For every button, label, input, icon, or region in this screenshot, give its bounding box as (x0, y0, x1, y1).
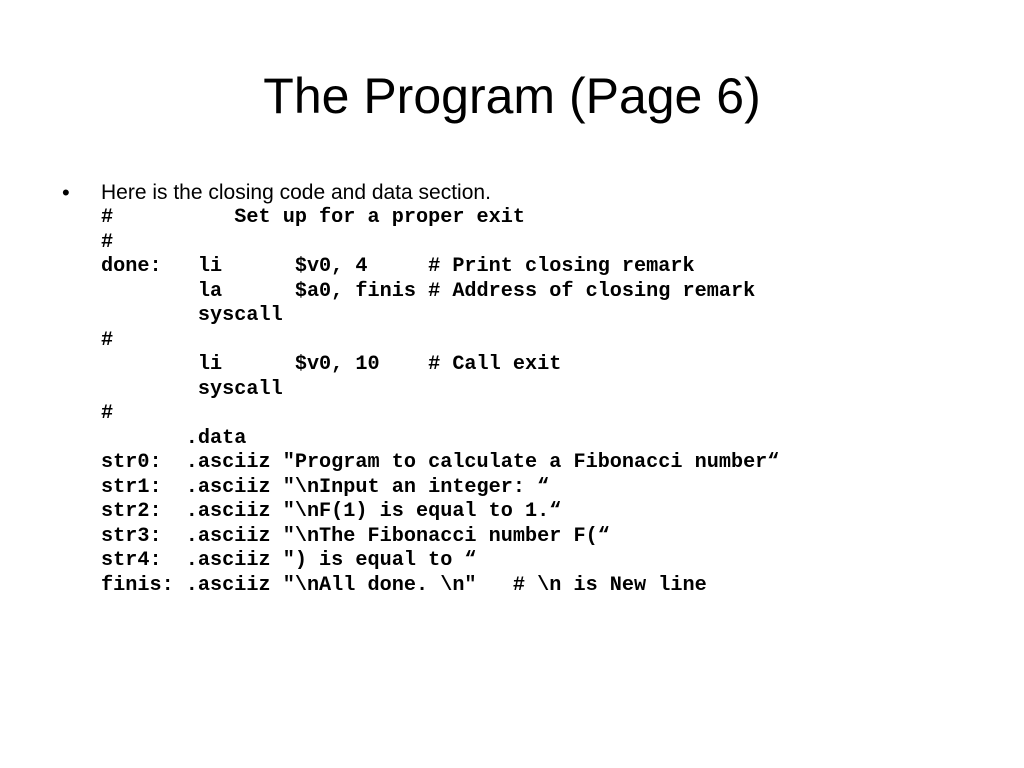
bullet-icon: • (62, 180, 70, 205)
code-line: # (101, 328, 114, 352)
code-line: str2: .asciiz "\nF(1) is equal to 1.“ (101, 500, 562, 523)
code-line: la $a0, finis # Address of closing remark (101, 279, 756, 303)
bullet-text: Here is the closing code and data section. (101, 181, 491, 204)
code-line: str3: .asciiz "\nThe Fibonacci number F(“ (101, 524, 610, 548)
code-line: str1: .asciiz "\nInput an integer: “ (101, 475, 550, 499)
code-line: syscall (101, 304, 283, 327)
code-line: # (101, 402, 114, 425)
code-line: li $v0, 10 # Call exit (101, 353, 562, 376)
code-line: finis: .asciiz "\nAll done. \n" # \n is New line (101, 573, 707, 597)
code-block (101, 206, 779, 598)
code-line: str0: .asciiz "Program to calculate a Fibonacci number“ (101, 451, 780, 474)
code-line: .data (101, 426, 247, 450)
code-line: syscall (101, 377, 283, 401)
code-line: # (101, 230, 114, 254)
code-line: str4: .asciiz ") is equal to “ (101, 549, 477, 572)
slide-title: The Program (Page 6) (263, 68, 761, 124)
code-line: # Set up for a proper exit (101, 206, 526, 229)
code-line: done: li $v0, 4 # Print closing remark (101, 255, 695, 278)
